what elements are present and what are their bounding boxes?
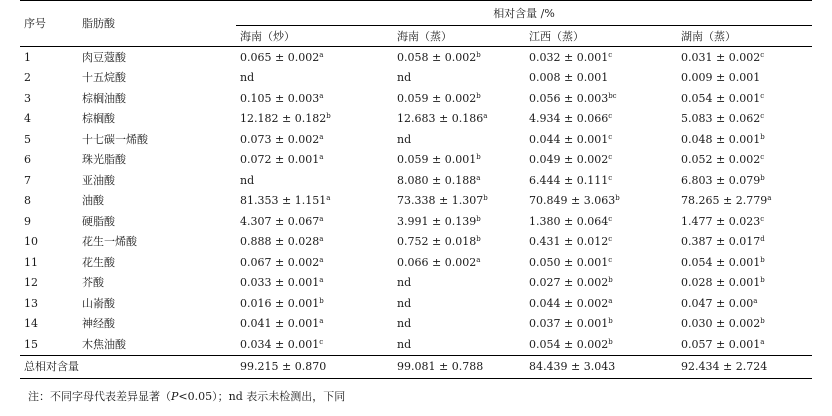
- significance-letter: b: [760, 255, 765, 264]
- table-row: [20, 232, 812, 253]
- row-index: 13: [24, 296, 38, 310]
- significance-letter: c: [608, 255, 613, 264]
- table-row: [20, 334, 812, 355]
- significance-letter: b: [608, 317, 613, 326]
- significance-letter: b: [760, 276, 765, 285]
- content-value-cell: [677, 293, 812, 314]
- table-row: [20, 47, 812, 68]
- content-value-cell: [393, 191, 525, 212]
- content-value-cell: [393, 150, 525, 171]
- total-row: [20, 355, 812, 378]
- significance-letter: b: [476, 50, 481, 59]
- content-value: 0.054 ± 0.002: [529, 337, 609, 351]
- content-value: nd: [397, 132, 412, 146]
- content-value: 4.307 ± 0.067: [240, 214, 320, 228]
- content-value-cell: [525, 88, 677, 109]
- significance-letter: b: [476, 153, 481, 162]
- significance-letter: a: [319, 276, 324, 285]
- table-footnote: [28, 388, 345, 404]
- content-value-cell: [525, 150, 677, 171]
- fatty-acid-name: 木焦油酸: [82, 337, 126, 351]
- content-value-cell: [525, 314, 677, 335]
- content-value-cell: [393, 88, 525, 109]
- table-row: [20, 109, 812, 130]
- content-value: 70.849 ± 3.063: [529, 194, 616, 208]
- fatty-acid-name: 山嵛酸: [82, 296, 115, 310]
- content-value-cell: [236, 334, 393, 355]
- content-value-cell: [677, 232, 812, 253]
- content-value-cell: [393, 211, 525, 232]
- content-value: nd: [397, 296, 412, 310]
- significance-letter: b: [760, 132, 765, 141]
- content-value: 0.752 ± 0.018: [397, 235, 477, 249]
- content-value: 0.431 ± 0.012: [529, 235, 609, 249]
- significance-letter: b: [483, 194, 488, 203]
- row-index: 14: [24, 317, 38, 331]
- fatty-acid-name: 棕榈酸: [82, 112, 115, 126]
- content-value: 5.083 ± 0.062: [681, 112, 761, 126]
- fatty-acid-name: 花生一烯酸: [82, 235, 137, 249]
- header-index: 序号: [24, 17, 46, 30]
- footnote-threshold: <0.05: [178, 390, 213, 403]
- content-value-cell: [677, 68, 812, 89]
- content-value-cell: [677, 129, 812, 150]
- fatty-acid-name: 神经酸: [82, 317, 115, 331]
- content-value: 0.058 ± 0.002: [397, 50, 477, 64]
- row-index: 1: [24, 50, 31, 64]
- content-value: 0.044 ± 0.001: [529, 132, 609, 146]
- content-value: 0.034 ± 0.001: [240, 337, 320, 351]
- content-value-cell: [393, 334, 525, 355]
- content-value: 3.991 ± 0.139: [397, 214, 477, 228]
- content-value-cell: [236, 129, 393, 150]
- fatty-acid-table: [20, 0, 812, 379]
- content-value: 0.054 ± 0.001: [681, 91, 761, 105]
- content-value: 6.803 ± 0.079: [681, 173, 761, 187]
- content-value-cell: [236, 191, 393, 212]
- significance-letter: d: [760, 235, 765, 244]
- header-col-hainan-fried: 海南（炒）: [240, 29, 295, 43]
- content-value-cell: [525, 109, 677, 130]
- fatty-acid-name: 十七碳一烯酸: [82, 132, 148, 146]
- content-value-cell: [525, 293, 677, 314]
- content-value-cell: [677, 211, 812, 232]
- significance-letter: a: [608, 296, 613, 305]
- significance-letter: c: [608, 112, 613, 121]
- content-value: 0.105 ± 0.003: [240, 91, 320, 105]
- content-value-cell: [393, 273, 525, 294]
- significance-letter: a: [753, 296, 758, 305]
- content-value-cell: [393, 170, 525, 191]
- content-value-cell: [393, 109, 525, 130]
- content-value: 0.056 ± 0.003: [529, 91, 609, 105]
- content-value-cell: [236, 170, 393, 191]
- content-value: 6.444 ± 0.111: [529, 173, 609, 187]
- content-value: 0.009 ± 0.001: [681, 71, 761, 85]
- content-value: 0.067 ± 0.002: [240, 255, 320, 269]
- content-value: 0.888 ± 0.028: [240, 235, 320, 249]
- content-value-cell: [236, 150, 393, 171]
- fatty-acid-name: 珠光脂酸: [82, 153, 126, 167]
- content-value: 1.380 ± 0.064: [529, 214, 609, 228]
- fatty-acid-name: 肉豆蔻酸: [82, 50, 126, 64]
- content-value: 12.683 ± 0.186: [397, 112, 484, 126]
- content-value-cell: [525, 273, 677, 294]
- table-row: [20, 88, 812, 109]
- content-value: 8.080 ± 0.188: [397, 173, 477, 187]
- row-index: 3: [24, 91, 31, 105]
- significance-letter: bc: [608, 91, 617, 100]
- total-value: 99.081 ± 0.788: [397, 360, 484, 373]
- content-value: 0.052 ± 0.002: [681, 153, 761, 167]
- row-index: 7: [24, 173, 31, 187]
- significance-letter: c: [760, 50, 765, 59]
- row-index: 15: [24, 337, 38, 351]
- significance-letter: a: [319, 132, 324, 141]
- table-row: [20, 68, 812, 89]
- content-value: 73.338 ± 1.307: [397, 194, 484, 208]
- content-value: nd: [397, 337, 412, 351]
- significance-letter: c: [760, 153, 765, 162]
- content-value: 0.041 ± 0.001: [240, 317, 320, 331]
- content-value-cell: [677, 252, 812, 273]
- content-value: 0.033 ± 0.001: [240, 276, 320, 290]
- significance-letter: c: [608, 214, 613, 223]
- significance-letter: b: [326, 112, 331, 121]
- content-value-cell: [236, 252, 393, 273]
- content-value-cell: [236, 273, 393, 294]
- content-value-cell: [525, 252, 677, 273]
- content-value-cell: [677, 47, 812, 68]
- content-value-cell: [677, 170, 812, 191]
- content-value: 0.065 ± 0.002: [240, 50, 320, 64]
- content-value-cell: [393, 314, 525, 335]
- content-value-cell: [525, 129, 677, 150]
- significance-letter: a: [476, 173, 481, 182]
- row-index: 2: [24, 71, 31, 85]
- content-value-cell: [525, 211, 677, 232]
- header-col-hunan-steamed: 湖南（蒸）: [681, 29, 736, 43]
- content-value: nd: [397, 71, 412, 85]
- row-index: 6: [24, 153, 31, 167]
- significance-letter: c: [608, 50, 613, 59]
- significance-letter: a: [319, 91, 324, 100]
- content-value-cell: [393, 129, 525, 150]
- content-value: 0.016 ± 0.001: [240, 296, 320, 310]
- total-value: 84.439 ± 3.043: [529, 360, 616, 373]
- row-index: 10: [24, 235, 38, 249]
- fatty-acid-name: 十五烷酸: [82, 71, 126, 85]
- fatty-acid-name: 硬脂酸: [82, 214, 115, 228]
- content-value-cell: [525, 334, 677, 355]
- table-body: [20, 47, 812, 356]
- significance-letter: a: [319, 235, 324, 244]
- fatty-acid-name: 棕榈油酸: [82, 91, 126, 105]
- content-value-cell: [677, 314, 812, 335]
- content-value: 0.072 ± 0.001: [240, 153, 320, 167]
- header-col-hainan-steamed: 海南（蒸）: [397, 29, 452, 43]
- content-value-cell: [393, 232, 525, 253]
- significance-letter: a: [767, 194, 772, 203]
- content-value: 0.047 ± 0.00: [681, 296, 754, 310]
- content-value: 4.934 ± 0.066: [529, 112, 609, 126]
- content-value: 0.049 ± 0.002: [529, 153, 609, 167]
- significance-letter: c: [608, 235, 613, 244]
- significance-letter: c: [608, 153, 613, 162]
- footnote-p-symbol: P: [171, 390, 179, 403]
- significance-letter: b: [608, 276, 613, 285]
- content-value-cell: [677, 273, 812, 294]
- significance-letter: b: [319, 296, 324, 305]
- content-value-cell: [525, 232, 677, 253]
- fatty-acid-name: 亚油酸: [82, 173, 115, 187]
- significance-letter: b: [760, 317, 765, 326]
- header-relative-content: 相对含量 /%: [236, 1, 812, 26]
- content-value: 0.059 ± 0.002: [397, 91, 477, 105]
- significance-letter: a: [760, 337, 765, 346]
- significance-letter: c: [760, 112, 765, 121]
- footnote-prefix: 注：不同字母代表差异显著（: [28, 390, 171, 403]
- table-row: [20, 211, 812, 232]
- content-value: 0.008 ± 0.001: [529, 71, 609, 85]
- content-value: 0.048 ± 0.001: [681, 132, 761, 146]
- significance-letter: c: [760, 214, 765, 223]
- significance-letter: a: [319, 50, 324, 59]
- significance-letter: a: [319, 317, 324, 326]
- total-value: 92.434 ± 2.724: [681, 360, 768, 373]
- footnote-suffix: ）；nd 表示未检测出，下同: [212, 390, 346, 403]
- content-value-cell: [236, 232, 393, 253]
- table-row: [20, 293, 812, 314]
- significance-letter: a: [483, 112, 488, 121]
- content-value: 0.031 ± 0.002: [681, 50, 761, 64]
- content-value-cell: [525, 68, 677, 89]
- content-value: 0.037 ± 0.001: [529, 317, 609, 331]
- content-value: 0.054 ± 0.001: [681, 255, 761, 269]
- content-value: 0.073 ± 0.002: [240, 132, 320, 146]
- content-value-cell: [393, 252, 525, 273]
- content-value: 0.387 ± 0.017: [681, 235, 761, 249]
- content-value-cell: [677, 150, 812, 171]
- content-value-cell: [236, 211, 393, 232]
- significance-letter: a: [326, 194, 331, 203]
- content-value: 78.265 ± 2.779: [681, 194, 768, 208]
- content-value-cell: [525, 47, 677, 68]
- content-value: nd: [240, 173, 255, 187]
- table-row: [20, 129, 812, 150]
- content-value-cell: [525, 191, 677, 212]
- content-value-cell: [236, 293, 393, 314]
- content-value: 0.044 ± 0.002: [529, 296, 609, 310]
- significance-letter: a: [476, 255, 481, 264]
- table-row: [20, 273, 812, 294]
- content-value: 1.477 ± 0.023: [681, 214, 761, 228]
- row-index: 4: [24, 112, 31, 126]
- row-index: 11: [24, 255, 38, 269]
- significance-letter: a: [319, 255, 324, 264]
- content-value: 0.050 ± 0.001: [529, 255, 609, 269]
- row-index: 8: [24, 194, 31, 208]
- fatty-acid-name: 芥酸: [82, 276, 104, 290]
- content-value-cell: [393, 68, 525, 89]
- content-value: 12.182 ± 0.182: [240, 112, 327, 126]
- table-row: [20, 170, 812, 191]
- significance-letter: b: [615, 194, 620, 203]
- content-value-cell: [236, 314, 393, 335]
- content-value: nd: [397, 276, 412, 290]
- content-value-cell: [236, 68, 393, 89]
- header-col-jiangxi-steamed: 江西（蒸）: [529, 29, 584, 43]
- significance-letter: b: [476, 91, 481, 100]
- content-value: 0.057 ± 0.001: [681, 337, 761, 351]
- significance-letter: b: [476, 235, 481, 244]
- significance-letter: c: [608, 173, 613, 182]
- table-row: [20, 314, 812, 335]
- content-value-cell: [393, 293, 525, 314]
- table-row: [20, 252, 812, 273]
- content-value: 81.353 ± 1.151: [240, 194, 327, 208]
- significance-letter: c: [760, 91, 765, 100]
- content-value: nd: [240, 71, 255, 85]
- table-row: [20, 150, 812, 171]
- content-value-cell: [677, 109, 812, 130]
- content-value: 0.032 ± 0.001: [529, 50, 609, 64]
- total-label: 总相对含量: [24, 360, 79, 373]
- content-value-cell: [525, 170, 677, 191]
- fatty-acid-name: 花生酸: [82, 255, 115, 269]
- row-index: 12: [24, 276, 38, 290]
- content-value-cell: [236, 47, 393, 68]
- significance-letter: a: [319, 214, 324, 223]
- row-index: 9: [24, 214, 31, 228]
- row-index: 5: [24, 132, 31, 146]
- content-value-cell: [236, 109, 393, 130]
- fatty-acid-name: 油酸: [82, 194, 104, 208]
- significance-letter: b: [608, 337, 613, 346]
- total-value: 99.215 ± 0.870: [240, 360, 327, 373]
- significance-letter: b: [476, 214, 481, 223]
- significance-letter: b: [760, 173, 765, 182]
- table-row: [20, 191, 812, 212]
- content-value: nd: [397, 317, 412, 331]
- content-value: 0.059 ± 0.001: [397, 153, 477, 167]
- content-value: 0.066 ± 0.002: [397, 255, 477, 269]
- significance-letter: c: [608, 132, 613, 141]
- header-fatty-acid: 脂肪酸: [82, 17, 115, 30]
- content-value-cell: [677, 88, 812, 109]
- significance-letter: a: [319, 153, 324, 162]
- content-value: 0.028 ± 0.001: [681, 276, 761, 290]
- significance-letter: c: [319, 337, 324, 346]
- content-value: 0.030 ± 0.002: [681, 317, 761, 331]
- content-value-cell: [677, 191, 812, 212]
- content-value-cell: [236, 88, 393, 109]
- content-value-cell: [677, 334, 812, 355]
- content-value: 0.027 ± 0.002: [529, 276, 609, 290]
- fatty-acid-table-container: [20, 0, 812, 379]
- content-value-cell: [393, 47, 525, 68]
- header-row-top: [20, 1, 812, 26]
